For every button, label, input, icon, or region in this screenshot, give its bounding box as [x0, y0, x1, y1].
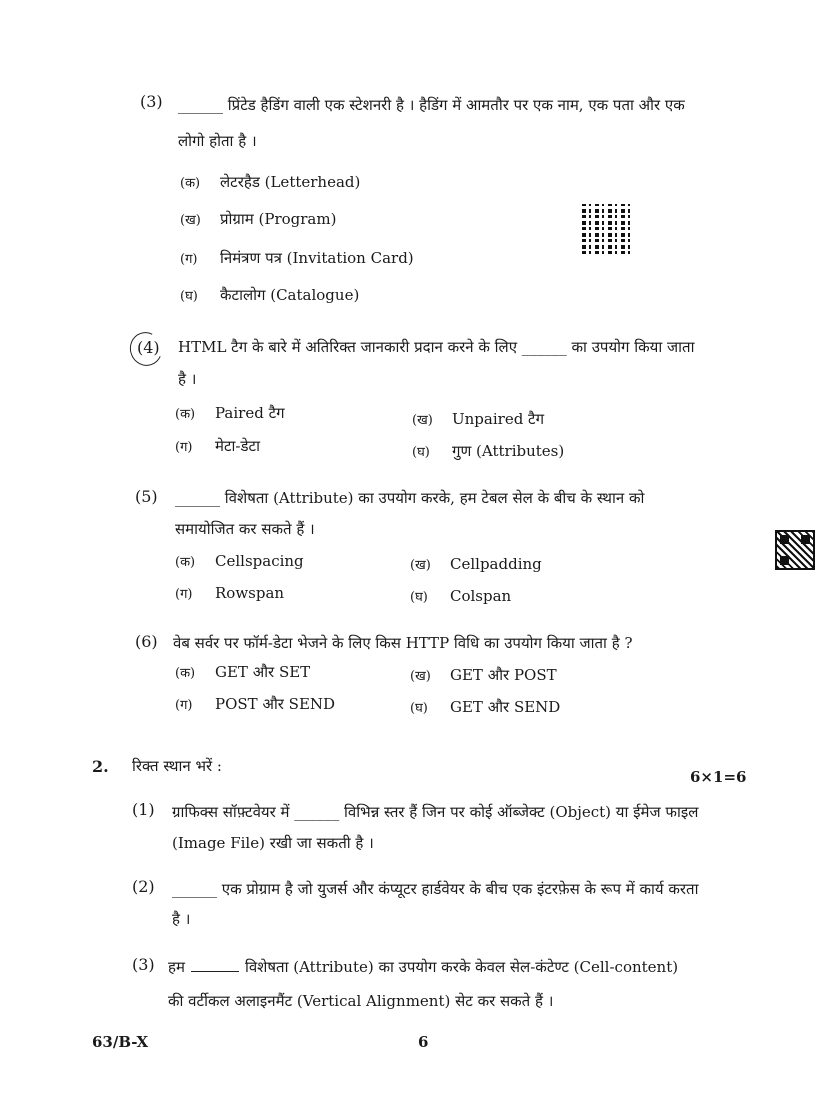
option-label: (घ) [180, 289, 198, 304]
q5-number: (5) [135, 487, 158, 506]
q4-option-d [412, 441, 564, 461]
option-label: (ग) [175, 698, 193, 713]
option-label: (क) [175, 407, 196, 422]
s2-item1-line2: (Image File) रखी जा सकती है । [172, 834, 374, 852]
q3-number: (3) [140, 92, 163, 111]
q3-text-line1: ______ प्रिंटेड हैडिंग वाली एक स्टेशनरी है । हैडिंग में आमतौर पर एक नाम, एक पता और एक [178, 96, 685, 114]
section2-title: रिक्त स्थान भरें : [132, 757, 222, 775]
option-text: Rowspan [215, 584, 285, 602]
q5-option-d [410, 587, 511, 605]
option-text: मेटा-डेटा [215, 437, 260, 455]
q6-text-line1: वेब सर्वर पर फॉर्म-डेटा भेजने के लिए किस HTTP विधि का उपयोग किया जाता है ? [173, 634, 633, 652]
option-label: (क) [175, 666, 196, 681]
option-label: (घ) [410, 590, 428, 605]
q3-option-d [180, 285, 359, 305]
option-text: Cellpadding [450, 555, 542, 573]
option-label: (घ) [410, 701, 428, 716]
s2-item3-line1 [168, 958, 678, 976]
q5-option-a [175, 552, 304, 570]
s2-item2-line1: ______ एक प्रोग्राम है जो युजर्स और कंप्यूटर हार्डवेयर के बीच एक इंटरफ़ेस के रूप में कार्य करता [172, 880, 699, 898]
option-text: Colspan [450, 587, 512, 605]
option-text: लेटरहैड (Letterhead) [220, 173, 361, 191]
option-label: (ख) [180, 213, 201, 228]
option-text: Cellspacing [215, 552, 304, 570]
option-label: (ख) [410, 558, 431, 573]
s2-item3-pre: हम [168, 958, 185, 976]
q3-text-line2: लोगो होता है । [178, 132, 257, 150]
q6-option-a [175, 662, 310, 682]
s2-item3-post: विशेषता (Attribute) का उपयोग करके केवल सेल-कंटेण्ट (Cell-content) [244, 958, 679, 976]
s2-item2-number: (2) [132, 877, 155, 896]
option-text: Unpaired टैग [452, 410, 545, 428]
page-number: 6 [418, 1033, 429, 1051]
option-text: गुण (Attributes) [452, 442, 565, 460]
q6-number: (6) [135, 632, 158, 651]
s2-item1-number: (1) [132, 800, 155, 819]
option-text: निमंत्रण पत्र (Invitation Card) [220, 249, 414, 267]
qr-code-small [775, 530, 815, 570]
option-label: (ग) [175, 587, 193, 602]
q5-text-line2: समायोजित कर सकते हैं । [175, 520, 315, 538]
q5-option-b [410, 555, 542, 573]
q5-option-c [175, 584, 284, 602]
option-text: प्रोग्राम (Program) [220, 210, 337, 228]
q3-option-c [180, 248, 414, 268]
s2-item3-number: (3) [132, 955, 155, 974]
q4-text-line1: HTML टैग के बारे में अतिरिक्त जानकारी प्रदान करने के लिए ______ का उपयोग किया जाता [178, 338, 695, 356]
option-label: (ग) [175, 440, 193, 455]
q4-number: (4) [137, 338, 160, 357]
option-text: GET और SET [215, 663, 311, 681]
q5-text-line1: ______ विशेषता (Attribute) का उपयोग करके, हम टेबल सेल के बीच के स्थान को [175, 489, 645, 507]
q3-option-a [180, 172, 360, 192]
q4-option-a [175, 403, 285, 423]
option-text: POST और SEND [215, 695, 336, 713]
option-label: (ग) [180, 252, 198, 267]
q6-option-c [175, 694, 335, 714]
s2-item3-line2: की वर्टीकल अलाइनमैंट (Vertical Alignment) सेट कर सकते हैं । [168, 992, 554, 1010]
footer-code: 63/B-X [92, 1033, 149, 1051]
option-text: Paired टैग [215, 404, 285, 422]
option-label: (क) [180, 176, 201, 191]
q4-option-b [412, 409, 544, 429]
section2-marks: 6×1=6 [690, 768, 747, 786]
s2-item1-line1: ग्राफिक्स सॉफ़्टवेयर में ______ विभिन्न स्तर हैं जिन पर कोई ऑब्जेक्ट (Object) या ईमेज फाइल [172, 803, 699, 821]
option-label: (घ) [412, 445, 430, 460]
q3-option-b [180, 209, 336, 229]
blank-line [191, 971, 239, 972]
s2-item2-line2: है । [172, 910, 191, 928]
option-label: (ख) [410, 669, 431, 684]
qr-code [582, 204, 634, 254]
option-label: (क) [175, 555, 196, 570]
option-text: कैटालोग (Catalogue) [220, 286, 360, 304]
section2-number: 2. [92, 757, 109, 776]
q4-text-line2: है । [178, 370, 197, 388]
q4-option-c [175, 436, 260, 456]
option-text: GET और POST [450, 666, 557, 684]
option-label: (ख) [412, 413, 433, 428]
option-text: GET और SEND [450, 698, 561, 716]
q6-option-d [410, 697, 560, 717]
q6-option-b [410, 665, 557, 685]
